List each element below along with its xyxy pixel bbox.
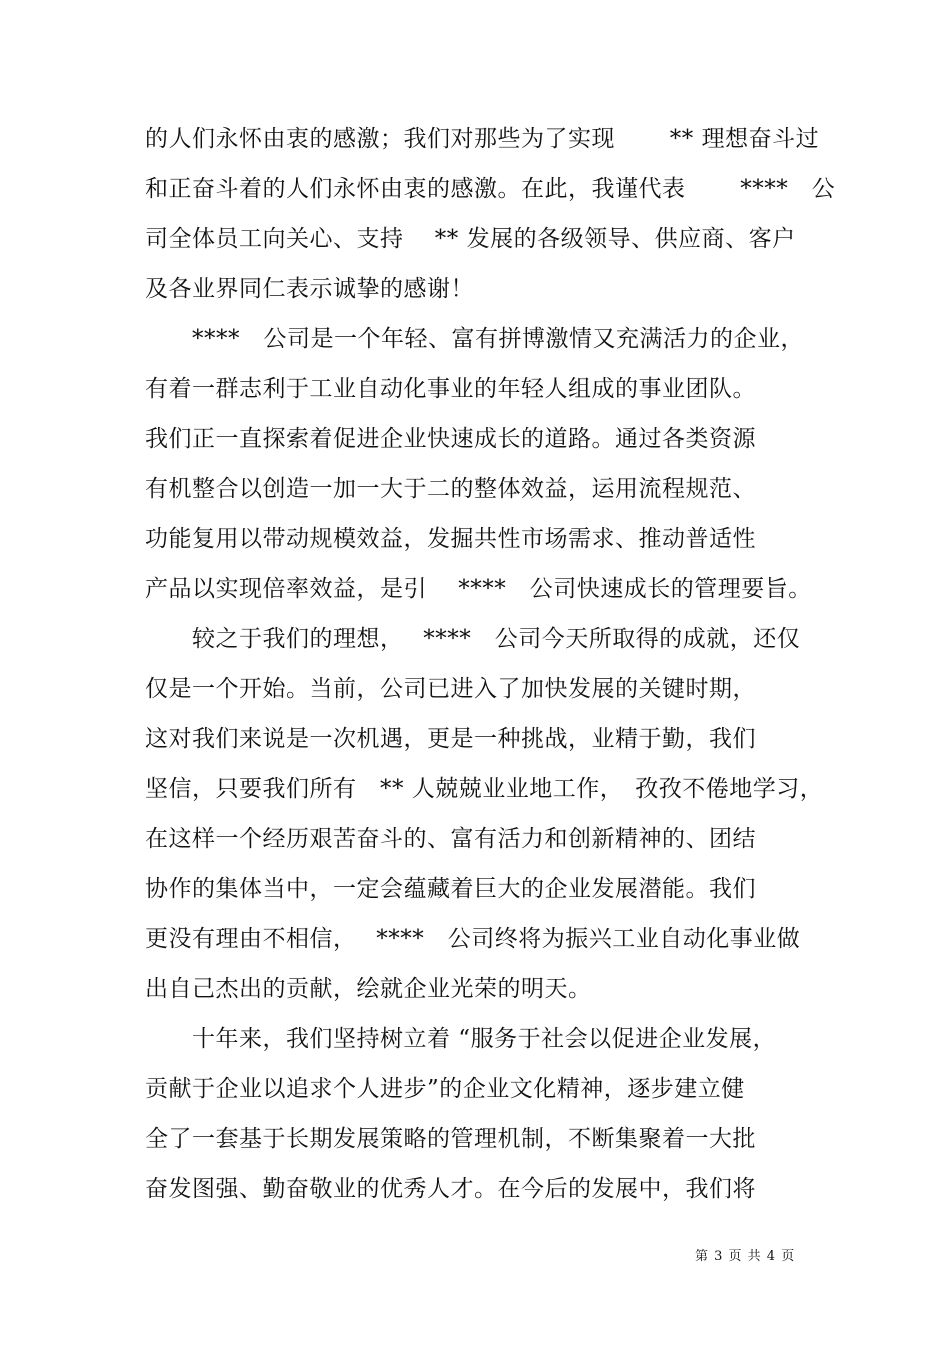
text-line: 产品以实现倍率效益，是引 **** 公司快速成长的管理要旨。 <box>145 576 812 602</box>
text-line: 的人们永怀由衷的感激；我们对那些为了实现 ** 理想奋斗过 <box>145 126 820 152</box>
text-line: 坚信，只要我们所有 ** 人兢兢业业地工作， 孜孜不倦地学习， <box>145 776 824 802</box>
text-line: 有机整合以创造一加一大于二的整体效益，运用流程规范、 <box>145 476 756 502</box>
text-line: 更没有理由不相信， **** 公司终将为振兴工业自动化事业做 <box>145 926 801 952</box>
page-number-footer: 第 3 页 共 4 页 <box>695 1249 796 1264</box>
text-line: 协作的集体当中，一定会蕴藏着巨大的企业发展潜能。我们 <box>145 876 756 902</box>
text-line: 有着一群志利于工业自动化事业的年轻人组成的事业团队。 <box>145 376 756 402</box>
text-line: 在这样一个经历艰苦奋斗的、富有活力和创新精神的、团结 <box>145 826 756 852</box>
text-line: 奋发图强、勤奋敬业的优秀人才。在今后的发展中，我们将 <box>145 1176 756 1202</box>
text-line: 十年来，我们坚持树立着 “服务于社会以促进企业发展， <box>145 1026 777 1052</box>
text-line: 和正奋斗着的人们永怀由衷的感激。在此，我谨代表 **** 公 <box>145 176 836 202</box>
text-line: 这对我们来说是一次机遇，更是一种挑战，业精于勤，我们 <box>145 726 756 752</box>
text-line: 全了一套基于长期发展策略的管理机制，不断集聚着一大批 <box>145 1126 756 1152</box>
text-line: 功能复用以带动规模效益，发掘共性市场需求、推动普适性 <box>145 526 756 552</box>
text-line: 贡献于企业以追求个人进步”的企业文化精神，逐步建立健 <box>145 1076 745 1102</box>
text-line: 仅是一个开始。当前，公司已进入了加快发展的关键时期， <box>145 676 756 702</box>
text-line: 我们正一直探索着促进企业快速成长的道路。通过各类资源 <box>145 426 756 452</box>
text-line: **** 公司是一个年轻、富有拼博激情又充满活力的企业， <box>145 326 804 352</box>
text-line: 及各业界同仁表示诚挚的感谢！ <box>145 276 474 302</box>
text-line: 出自己杰出的贡献，绘就企业光荣的明天。 <box>145 976 592 1002</box>
text-line: 司全体员工向关心、支持 ** 发展的各级领导、供应商、客户 <box>145 226 796 252</box>
text-line: 较之于我们的理想， **** 公司今天所取得的成就，还仅 <box>145 626 801 652</box>
